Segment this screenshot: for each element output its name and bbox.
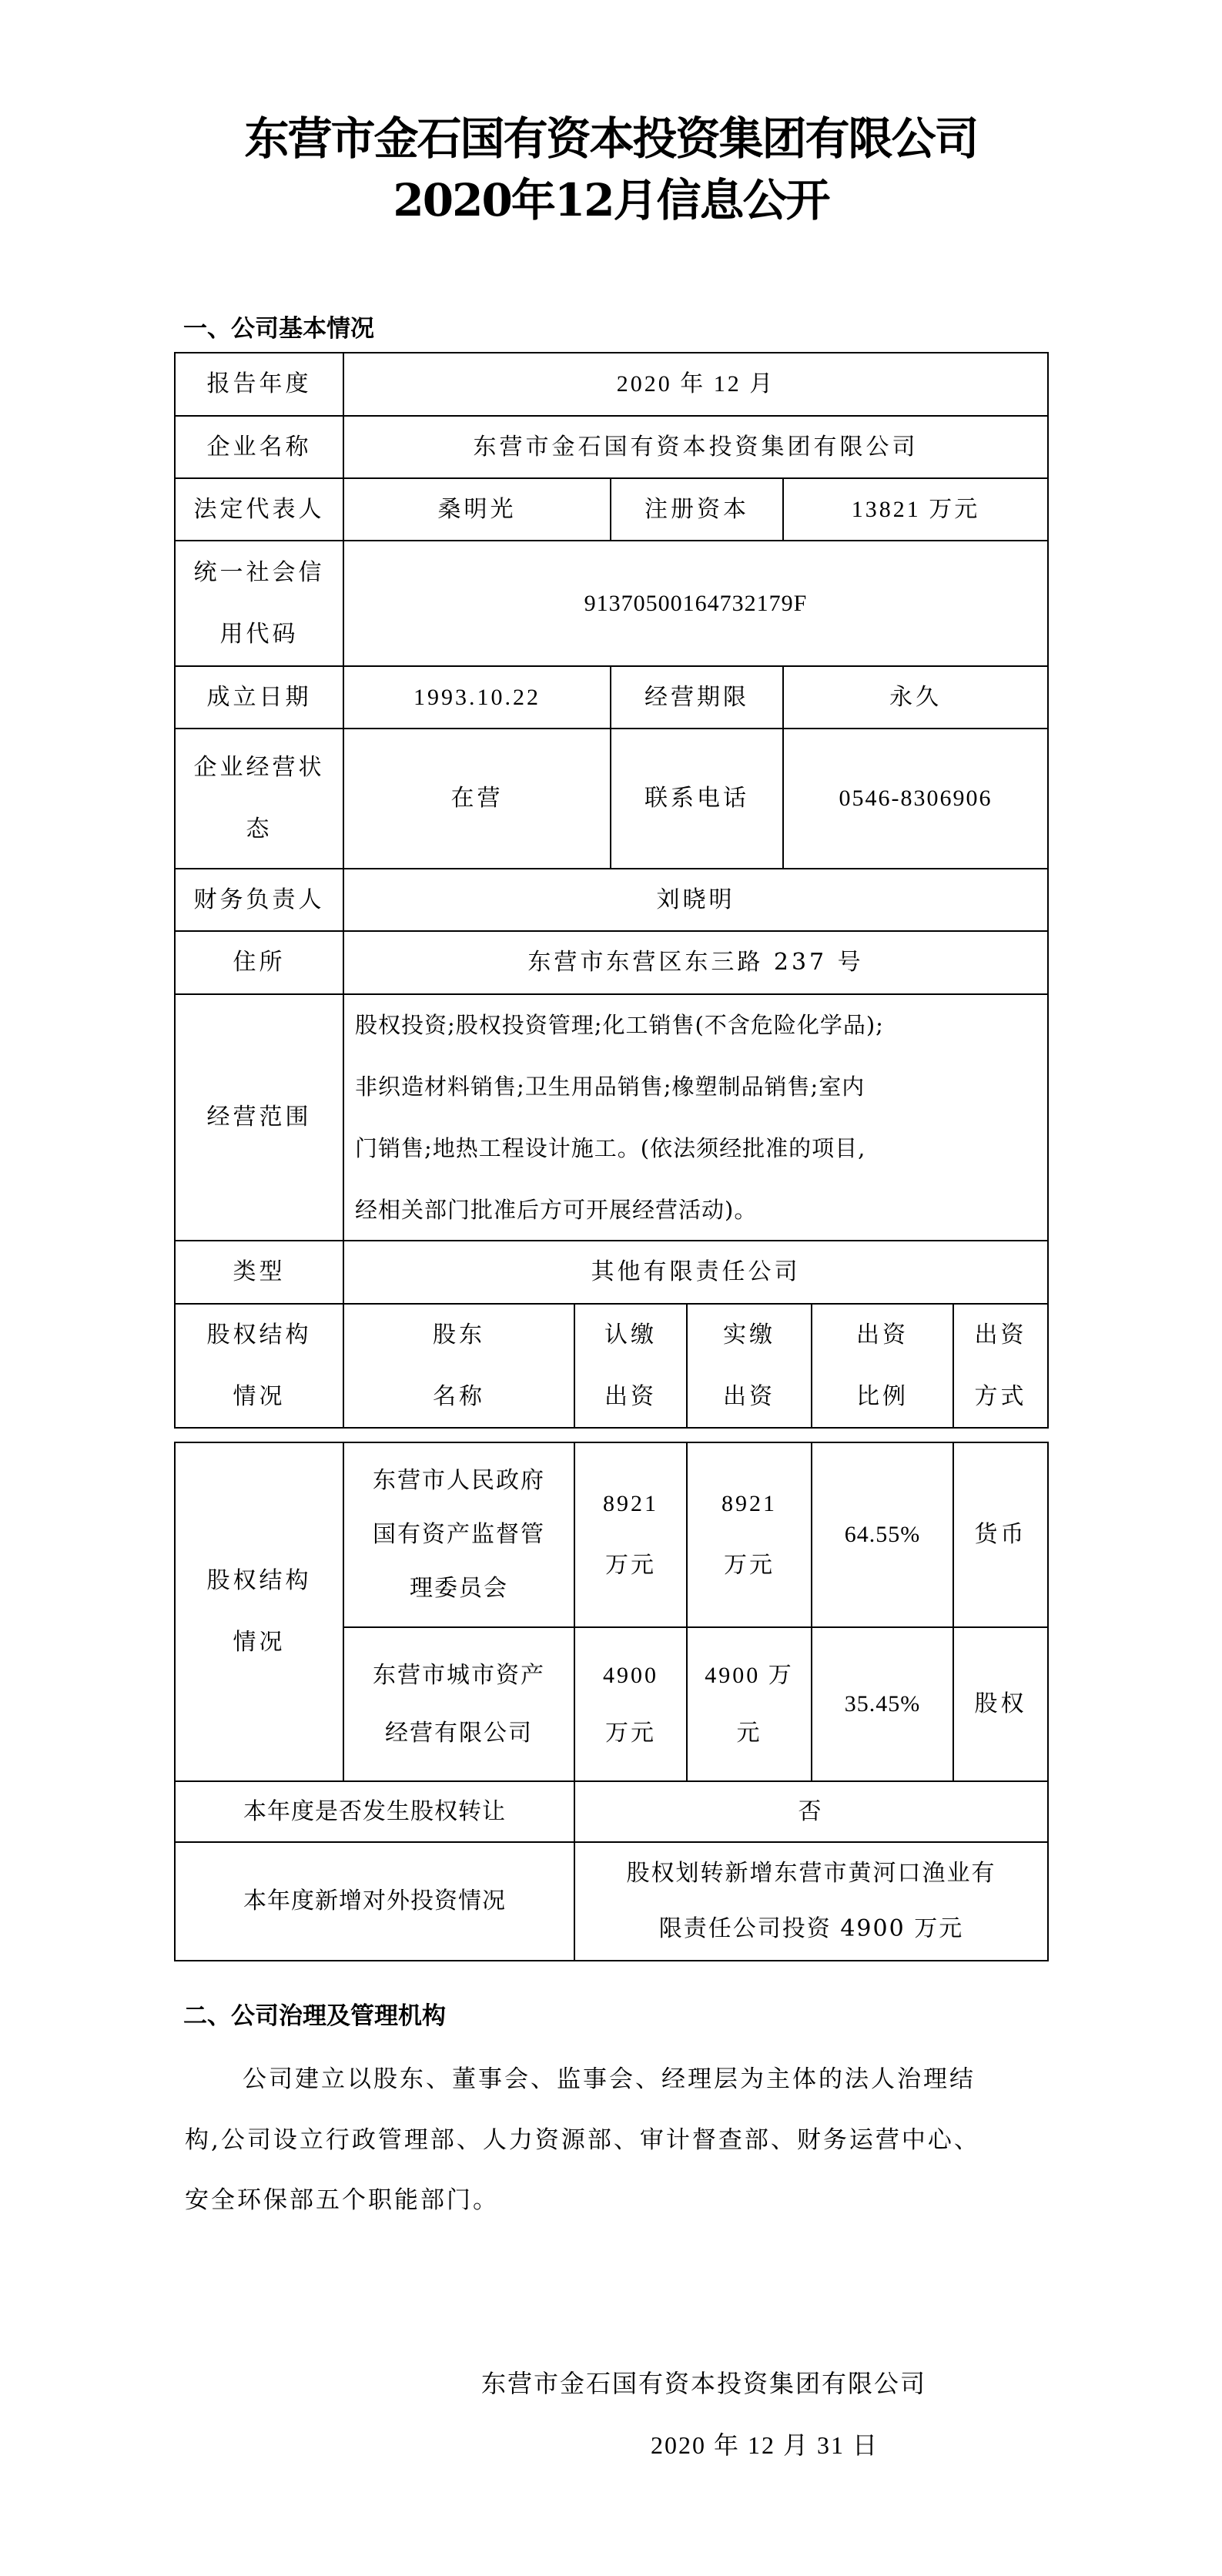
- shareholder-1-subscribed: 8921 万元: [574, 1442, 688, 1628]
- equity-col-shareholder-name: 股东 名称: [343, 1303, 575, 1429]
- shareholder-1-ratio: 64.55%: [811, 1442, 954, 1628]
- legal-rep-value: 桑明光: [343, 477, 611, 541]
- phone-label: 联系电话: [610, 728, 784, 869]
- transfer-value: 否: [574, 1780, 1049, 1843]
- scope-value: [343, 993, 1049, 1241]
- equity-col-subscribed: 认缴 出资: [574, 1303, 688, 1429]
- governance-paragraph-line1: 公司建立以股东、董事会、监事会、经理层为主体的法人治理结: [243, 2065, 976, 2093]
- company-name-label: 企业名称: [174, 415, 344, 479]
- equity-col-paid: 实缴 出资: [686, 1303, 812, 1429]
- investment-label: 本年度新增对外投资情况: [174, 1841, 575, 1961]
- scope-label: 经营范围: [174, 993, 344, 1241]
- shareholder-1-paid: 8921 万元: [686, 1442, 812, 1628]
- shareholder-1-method: 货币: [952, 1442, 1049, 1628]
- status-label: 企业经营状 态: [174, 728, 344, 869]
- report-year-value: 2020 年 12 月: [343, 352, 1049, 417]
- section1-heading: 一、公司基本情况: [183, 315, 374, 343]
- equity-detail-label: 股权结构 情况: [174, 1442, 344, 1782]
- equity-header-label: 股权结构 情况: [174, 1303, 344, 1429]
- credit-code-value: 91370500164732179F: [343, 540, 1049, 667]
- credit-code-label: 统一社会信 用代码: [174, 540, 344, 667]
- shareholder-2-method: 股权: [952, 1626, 1049, 1782]
- type-label: 类型: [174, 1240, 344, 1305]
- transfer-label: 本年度是否发生股权转让: [174, 1780, 575, 1843]
- established-label: 成立日期: [174, 665, 344, 729]
- scope-line: 股权投资;股权投资管理;化工销售(不含危险化学品);: [355, 1012, 884, 1038]
- report-year-label: 报告年度: [174, 352, 344, 417]
- address-value: 东营市东营区东三路 237 号: [343, 930, 1049, 995]
- company-name-value: 东营市金石国有资本投资集团有限公司: [343, 415, 1049, 479]
- investment-value: 股权划转新增东营市黄河口渔业有 限责任公司投资 4900 万元: [574, 1841, 1049, 1961]
- registered-capital-label: 注册资本: [610, 477, 784, 541]
- shareholder-2-name: 东营市城市资产 经营有限公司: [343, 1626, 575, 1782]
- section2-heading: 二、公司治理及管理机构: [183, 2002, 446, 2030]
- shareholder-1-name: 东营市人民政府 国有资产监督管 理委员会: [343, 1442, 575, 1628]
- finance-head-label: 财务负责人: [174, 868, 344, 932]
- signature-date: 2020 年 12 月 31 日: [651, 2431, 879, 2459]
- shareholder-2-subscribed: 4900 万元: [574, 1626, 688, 1782]
- phone-value: 0546-8306906: [782, 728, 1049, 869]
- shareholder-2-ratio: 35.45%: [811, 1626, 954, 1782]
- established-value: 1993.10.22: [343, 665, 611, 729]
- document-title-line1: 东营市金石国有资本投资集团有限公司: [244, 112, 978, 165]
- equity-col-ratio: 出资 比例: [811, 1303, 954, 1429]
- address-label: 住所: [174, 930, 344, 995]
- equity-col-method: 出资 方式: [952, 1303, 1049, 1429]
- term-label: 经营期限: [610, 665, 784, 729]
- scope-line: 门销售;地热工程设计施工。(依法须经批准的项目,: [355, 1135, 866, 1161]
- scope-line: 非织造材料销售;卫生用品销售;橡塑制品销售;室内: [355, 1074, 865, 1100]
- type-value: 其他有限责任公司: [343, 1240, 1049, 1305]
- legal-rep-label: 法定代表人: [174, 477, 344, 541]
- shareholder-2-paid: 4900 万 元: [686, 1626, 812, 1782]
- governance-paragraph-line3: 安全环保部五个职能部门。: [185, 2186, 499, 2214]
- status-value: 在营: [343, 728, 611, 869]
- finance-head-value: 刘晓明: [343, 868, 1049, 932]
- term-value: 永久: [782, 665, 1049, 729]
- scope-line: 经相关部门批准后方可开展经营活动)。: [355, 1197, 758, 1223]
- governance-paragraph-line2: 构,公司设立行政管理部、人力资源部、审计督查部、财务运营中心、: [185, 2126, 980, 2154]
- registered-capital-value: 13821 万元: [782, 477, 1049, 541]
- signature-company: 东营市金石国有资本投资集团有限公司: [481, 2369, 927, 2398]
- document-title-line2: 2020年12月信息公开: [393, 174, 829, 226]
